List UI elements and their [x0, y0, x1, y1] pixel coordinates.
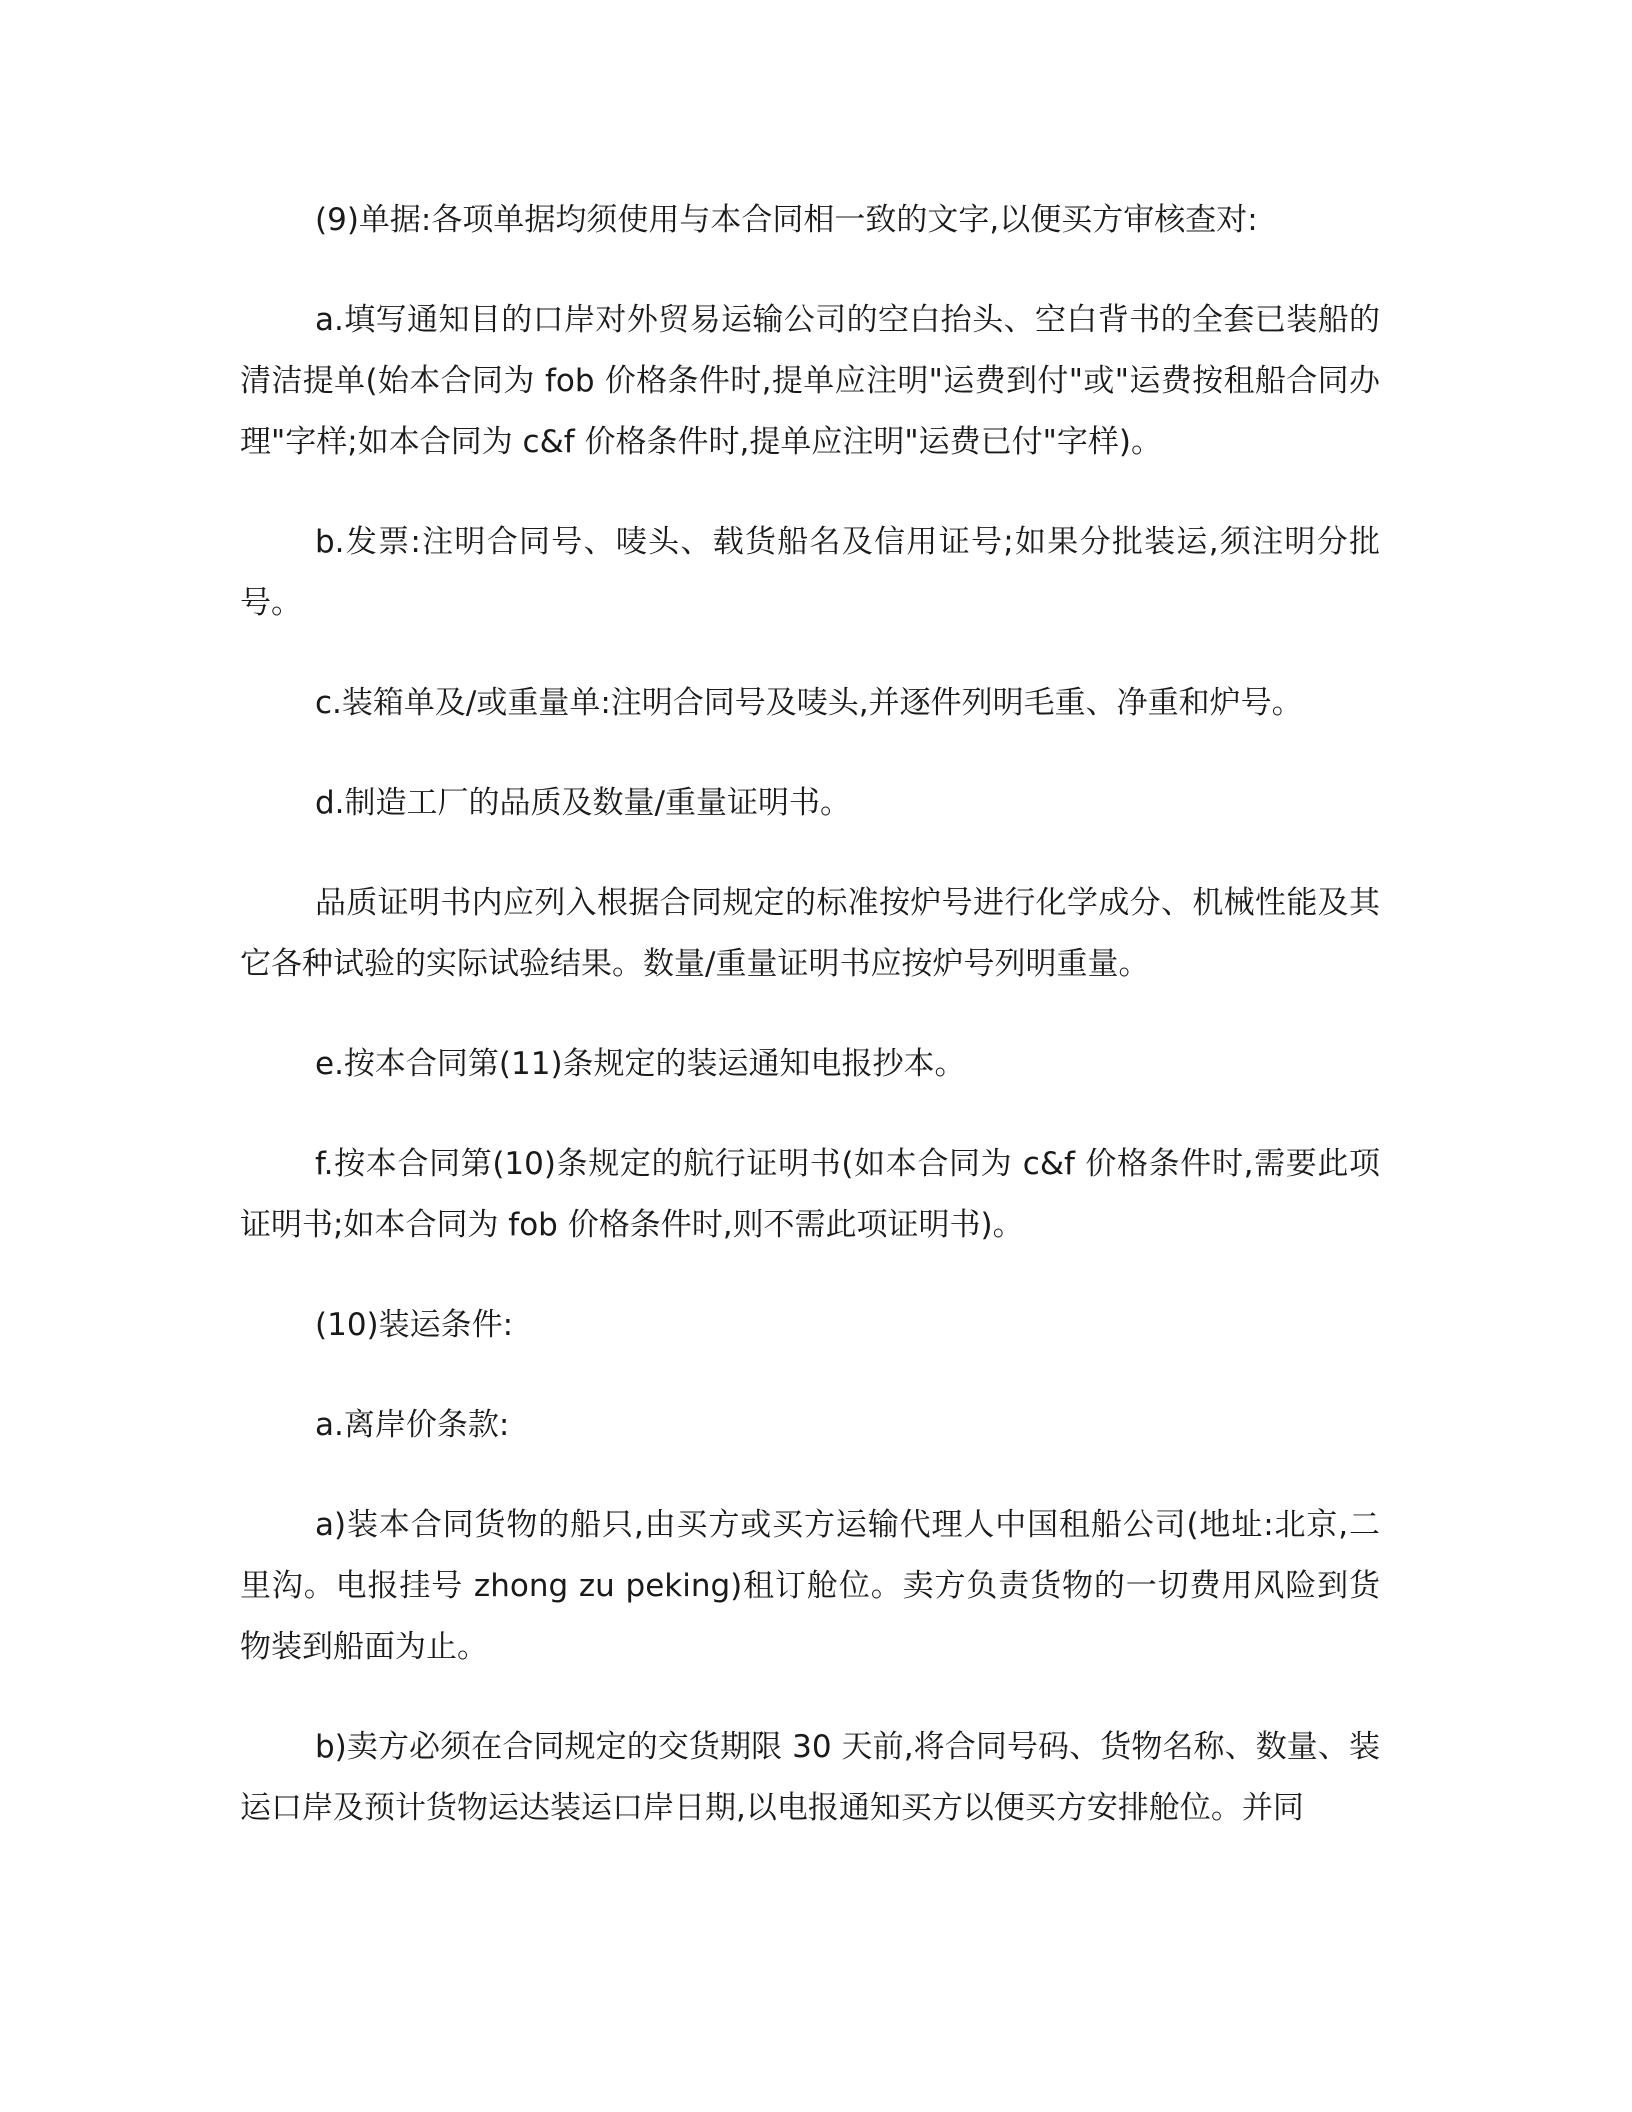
- clause-9e-shipping-advice: e.按本合同第(11)条规定的装运通知电报抄本。: [315, 1046, 966, 1082]
- clause-10-shipping-terms-heading: (10)装运条件:: [315, 1307, 514, 1343]
- clause-10a-a-vessel-booking: a)装本合同货物的船只,由买方或买方运输代理人中国租船公司(地址:北京,二里沟。电报挂号 zhong zu peking)租订舱位。卖方负责货物的一切费用风险到货物装到船面为止。: [240, 1507, 1380, 1665]
- clause-9c-packing-list: c.装箱单及/或重量单:注明合同号及唛头,并逐件列明毛重、净重和炉号。: [315, 685, 1303, 721]
- clause-9-documents-heading: (9)单据:各项单据均须使用与本合同相一致的文字,以便买方审核查对:: [315, 202, 1258, 238]
- clause-9d-quality-certificate: d.制造工厂的品质及数量/重量证明书。: [315, 785, 851, 821]
- clause-10a-b-seller-notice: b)卖方必须在合同规定的交货期限 30 天前,将合同号码、货物名称、数量、装运口岸及预计货物运达装运口岸日期,以电报通知买方以便买方安排舱位。并同: [240, 1729, 1380, 1826]
- quality-certificate-note: 品质证明书内应列入根据合同规定的标准按炉号进行化学成分、机械性能及其它各种试验的实际试验结果。数量/重量证明书应按炉号列明重量。: [240, 885, 1380, 982]
- clause-9a-bill-of-lading: a.填写通知目的口岸对外贸易运输公司的空白抬头、空白背书的全套已装船的清洁提单(始本合同为 fob 价格条件时,提单应注明"运费到付"或"运费按租船合同办理"字样;如本合同为 c&f 价格条件时,提单应注明"运费已付"字样)。: [240, 302, 1380, 460]
- clause-9f-navigation-certificate: f.按本合同第(10)条规定的航行证明书(如本合同为 c&f 价格条件时,需要此项证明书;如本合同为 fob 价格条件时,则不需此项证明书)。: [240, 1146, 1380, 1243]
- clause-9b-invoice: b.发票:注明合同号、唛头、载货船名及信用证号;如果分批装运,须注明分批号。: [240, 524, 1380, 621]
- clause-10a-fob-terms: a.离岸价条款:: [315, 1407, 510, 1443]
- document-body: [240, 190, 1380, 1878]
